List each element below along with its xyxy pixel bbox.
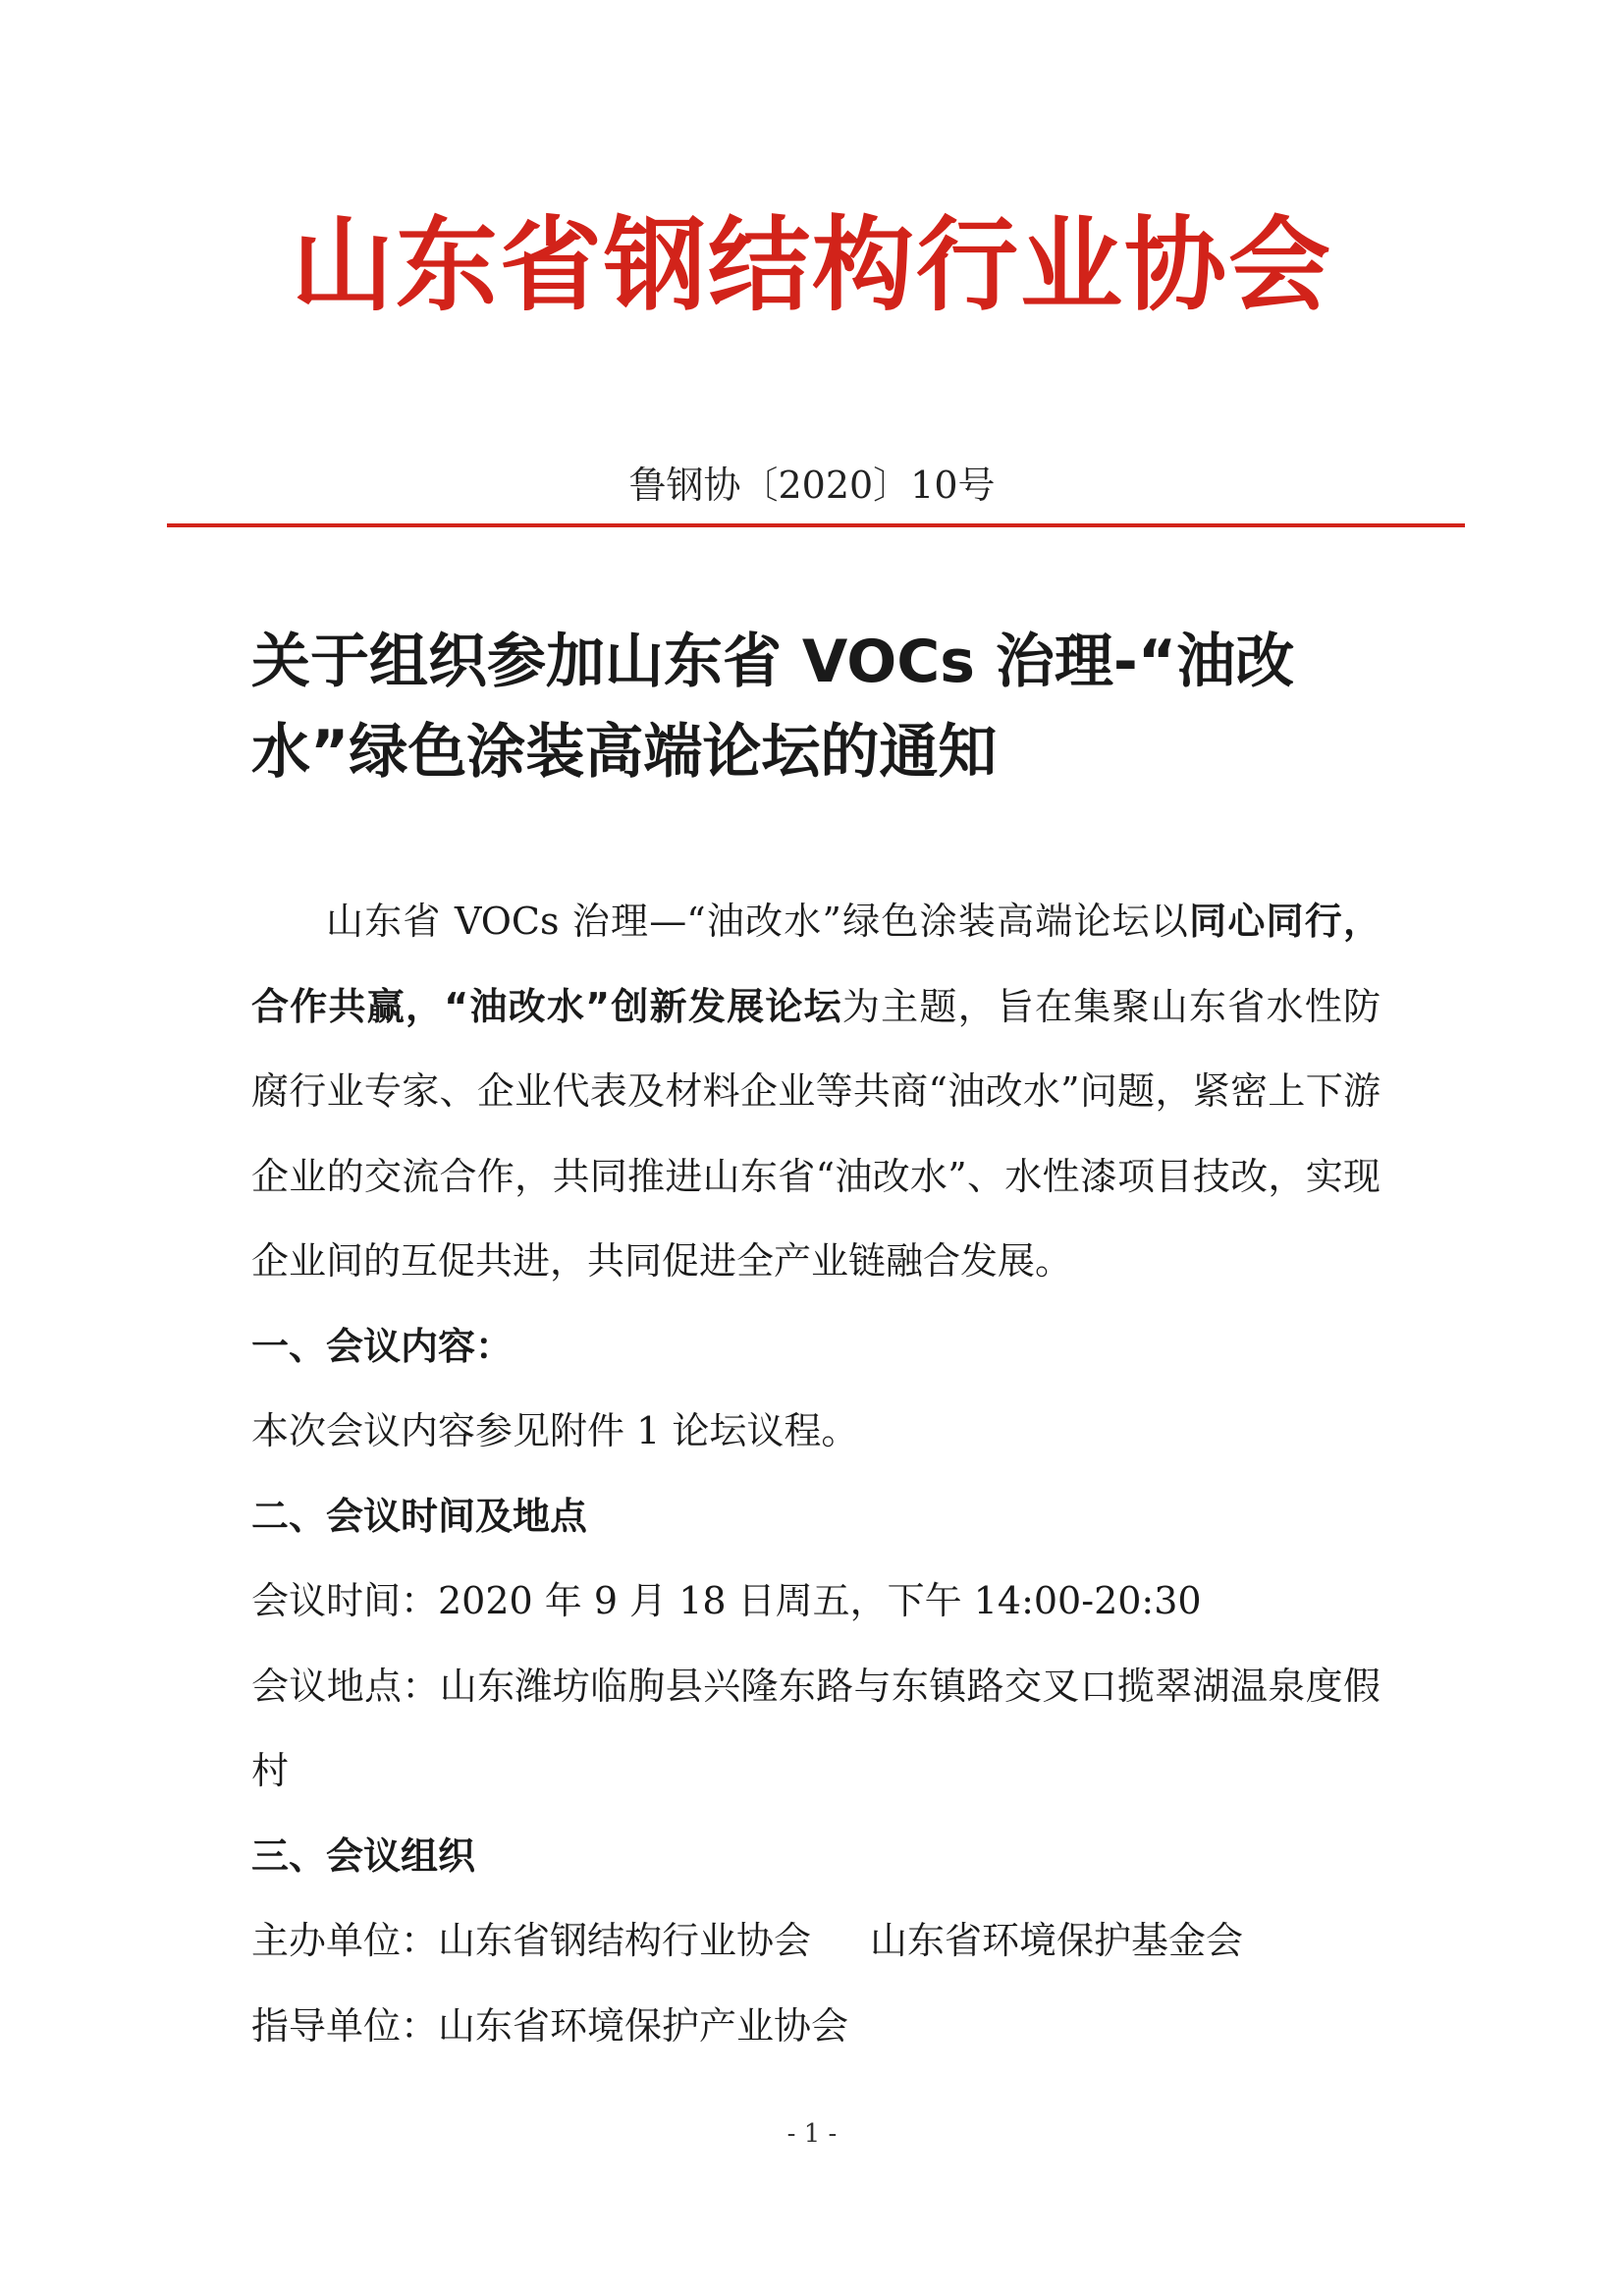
document-body	[251, 879, 1380, 2068]
host-secondary: 山东省环境保护基金会	[870, 1919, 1244, 1962]
section-2-heading: 二、会议时间及地点	[251, 1494, 588, 1538]
section-1-heading: 一、会议内容：	[251, 1324, 514, 1368]
title-line-2: 水”绿色涂装高端论坛的通知	[251, 718, 998, 787]
red-divider-line	[167, 523, 1465, 527]
page-number: - 1 -	[786, 2119, 838, 2149]
document-number: 鲁钢协〔2020〕10号	[628, 464, 996, 507]
organization-header: 山东省钢结构行业协会	[291, 205, 1332, 325]
title-line-1: 关于组织参加山东省 VOCs 治理-“油改	[251, 628, 1295, 696]
host-organizations	[251, 1898, 1380, 1984]
intro-paragraph	[251, 879, 1380, 1304]
section-1-text: 本次会议内容参见附件 1 论坛议程。	[251, 1409, 859, 1452]
section-3-heading: 三、会议组织	[251, 1833, 476, 1878]
meeting-place: 会议地点：山东潍坊临朐县兴隆东路与东镇路交叉口揽翠湖温泉度假村	[251, 1664, 1380, 1792]
meeting-time: 会议时间：2020 年 9 月 18 日周五，下午 14:00-20:30	[251, 1579, 1202, 1622]
guiding-organization: 指导单位：山东省环境保护产业协会	[251, 2003, 849, 2048]
intro-text-end: 为主题，旨在集聚山东省水性防腐行业专家、企业代表及材料企业等共商“油改水”问题，紧密上下游企业的交流合作，共同推进山东省“油改水”、水性漆项目技改，实现企业间的互促共进，共同促进全产业链融合发展。	[251, 984, 1380, 1283]
document-title	[251, 617, 1380, 797]
intro-text-start: 山东省 VOCs 治理—“油改水”绿色涂装高端论坛以	[326, 900, 1190, 943]
host-primary: 主办单位：山东省钢结构行业协会	[251, 1919, 812, 1962]
intro-theme-bold: 同心同行，合作共赢，“油改水”创新发展论坛	[251, 900, 1380, 1028]
